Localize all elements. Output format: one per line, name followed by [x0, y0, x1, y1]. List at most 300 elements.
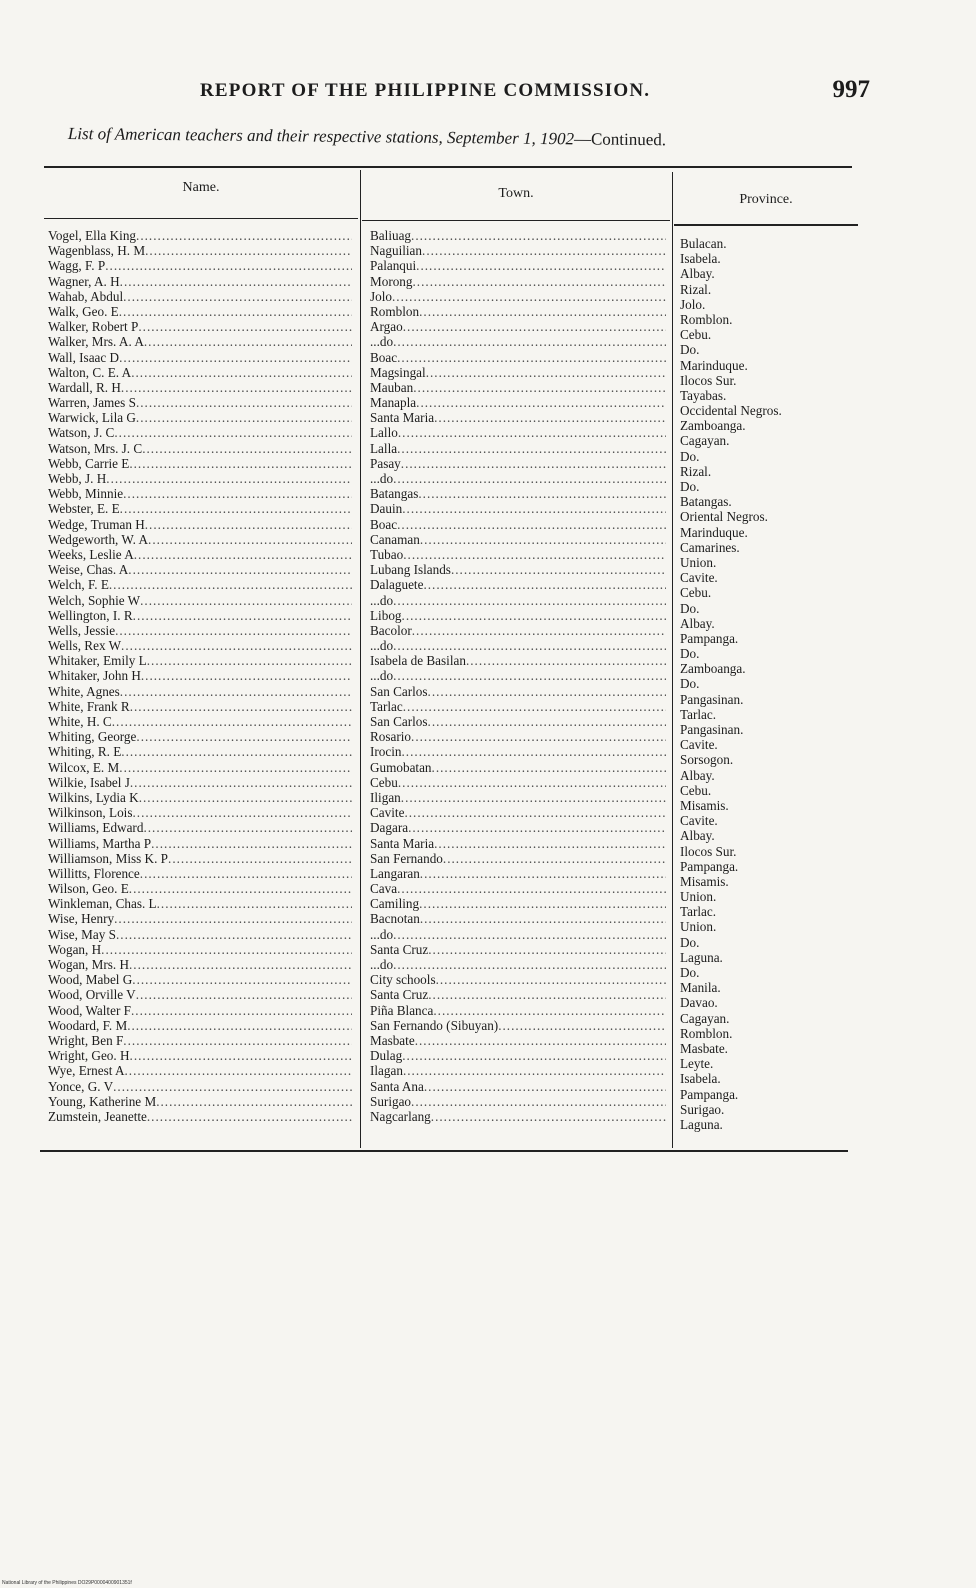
town-text: San Carlos — [370, 683, 428, 699]
town-text: Piña Blanca — [370, 1002, 434, 1018]
province-cell — [680, 358, 856, 373]
dot-leader — [124, 1063, 352, 1078]
dot-leader — [129, 957, 352, 972]
name-text: Williamson, Miss K. P — [48, 850, 169, 866]
name-text: Whiting, R. E — [48, 744, 122, 760]
dot-leader — [143, 820, 352, 835]
town-cell — [370, 410, 666, 425]
dot-leader — [428, 684, 666, 699]
province-cell — [680, 692, 856, 707]
town-text: Mauban — [370, 379, 414, 395]
town-text: Cebu — [370, 774, 398, 790]
name-cell — [48, 350, 352, 365]
town-text: Argao — [370, 319, 403, 335]
dot-leader — [145, 243, 352, 258]
province-cell — [680, 449, 856, 464]
town-text: Langaran — [370, 865, 420, 881]
province-text: Ilocos Sur. — [680, 372, 737, 388]
name-text: Weise, Chas. A — [48, 562, 129, 578]
dot-leader — [113, 1079, 352, 1094]
name-text: Welch, F. E — [48, 577, 109, 593]
town-cell — [370, 638, 666, 653]
province-cell — [680, 540, 856, 555]
town-cell — [370, 760, 666, 775]
dot-leader — [129, 456, 352, 471]
name-text: Wells, Rex W — [48, 638, 122, 654]
dot-leader — [144, 334, 352, 349]
dot-leader — [120, 501, 352, 516]
town-cell — [370, 471, 666, 486]
province-text: Cagayan. — [680, 433, 730, 449]
dot-leader — [411, 729, 666, 744]
town-text: Dauin — [370, 501, 403, 517]
name-cell — [48, 927, 352, 942]
name-cell — [48, 668, 352, 683]
name-text: Watson, J. C — [48, 425, 115, 441]
dot-leader — [120, 274, 352, 289]
province-text: Pampanga. — [680, 630, 739, 646]
town-cell — [370, 532, 666, 547]
dot-leader — [398, 425, 666, 440]
column-separator-2 — [672, 172, 673, 1148]
province-cell — [680, 980, 856, 995]
library-footer: National Library of the Philippines DO29P0000400901351f — [2, 1580, 132, 1586]
name-text: Wogan, H — [48, 941, 102, 957]
town-text: Jolo — [370, 288, 392, 304]
name-text: Webster, E. E — [48, 501, 120, 517]
town-text: Ilagan — [370, 1063, 403, 1079]
province-cell — [680, 509, 856, 524]
name-cell — [48, 441, 352, 456]
province-cell — [680, 616, 856, 631]
town-cell — [370, 228, 666, 243]
province-cell — [680, 373, 856, 388]
page-header — [200, 72, 870, 112]
dot-leader — [156, 1094, 352, 1109]
town-cell — [370, 972, 666, 987]
province-cell — [680, 661, 856, 676]
province-cell — [680, 236, 856, 251]
name-text: White, Agnes — [48, 683, 120, 699]
name-cell — [48, 1094, 352, 1109]
town-text: Isabela de Basilan — [370, 653, 466, 669]
town-text: Manapla — [370, 395, 417, 411]
dot-leader — [109, 577, 352, 592]
province-text: Manila. — [680, 980, 721, 996]
province-text: Jolo. — [680, 296, 706, 312]
dot-leader — [106, 471, 352, 486]
name-text: Wardall, R. H — [48, 379, 121, 395]
province-text: Zamboanga. — [680, 661, 746, 677]
province-cell — [680, 646, 856, 661]
town-cell — [370, 699, 666, 714]
town-cell — [370, 425, 666, 440]
town-text: Santa Cruz — [370, 941, 429, 957]
province-cell — [680, 1056, 856, 1071]
province-text: Cebu. — [680, 585, 712, 601]
town-text: Dalaguete — [370, 577, 424, 593]
province-text: Laguna. — [680, 1116, 723, 1132]
province-text: Laguna. — [680, 949, 723, 965]
town-cell — [370, 1048, 666, 1063]
town-text: San Fernando — [370, 850, 443, 866]
name-text: Wells, Jessie — [48, 622, 116, 638]
province-text: Do. — [680, 479, 700, 494]
town-cell — [370, 380, 666, 395]
name-cell — [48, 562, 352, 577]
province-text: Masbate. — [680, 1040, 728, 1056]
town-text: Cavite — [370, 805, 405, 821]
province-text: Do. — [680, 934, 700, 950]
dot-leader — [393, 471, 666, 486]
province-text: Rizal. — [680, 281, 712, 297]
dot-leader — [408, 820, 666, 835]
province-cell — [680, 1011, 856, 1026]
province-text: Albay. — [680, 767, 715, 783]
name-cell — [48, 866, 352, 881]
province-cell — [680, 1041, 856, 1056]
town-text: San Carlos — [370, 714, 428, 729]
dot-leader — [136, 228, 352, 243]
name-cell — [48, 836, 352, 851]
town-column — [370, 228, 666, 1124]
province-cell — [680, 707, 856, 722]
town-text: ...do — [370, 638, 394, 654]
town-cell — [370, 668, 666, 683]
province-cell — [680, 525, 856, 540]
town-cell — [370, 942, 666, 957]
dot-leader — [416, 258, 666, 273]
name-column — [48, 228, 352, 1124]
dot-leader — [115, 623, 352, 638]
dot-leader — [393, 334, 666, 349]
name-text: Wilcox, E. M — [48, 759, 120, 775]
town-cell — [370, 456, 666, 471]
town-text: Romblon — [370, 303, 420, 319]
town-text: ...do — [370, 471, 394, 486]
dot-leader — [145, 517, 352, 532]
dot-leader — [393, 668, 666, 683]
province-text: Romblon. — [680, 311, 733, 327]
name-text: Wilkinson, Lois — [48, 805, 133, 821]
province-text: Ilocos Sur. — [680, 843, 737, 859]
name-text: Yonce, G. V — [48, 1078, 114, 1094]
dot-leader — [451, 562, 666, 577]
dot-leader — [168, 851, 352, 866]
province-cell — [680, 494, 856, 509]
province-text: Do. — [680, 448, 700, 464]
town-cell — [370, 441, 666, 456]
province-text: Do. — [680, 342, 700, 358]
town-text: Lallo — [370, 425, 398, 441]
name-cell — [48, 653, 352, 668]
dot-leader — [428, 987, 666, 1002]
province-text: Sorsogon. — [680, 752, 734, 768]
name-cell — [48, 532, 352, 547]
dot-leader — [393, 638, 666, 653]
town-cell — [370, 866, 666, 881]
dot-leader — [147, 653, 352, 668]
name-text: Wilkins, Lydia K — [48, 789, 139, 805]
name-cell — [48, 1048, 352, 1063]
town-cell — [370, 790, 666, 805]
dot-leader — [114, 425, 352, 440]
town-cell — [370, 684, 666, 699]
header-divider-town — [362, 220, 670, 221]
town-text: Santa Maria — [370, 410, 435, 426]
province-cell — [680, 874, 856, 889]
dot-leader — [132, 972, 352, 987]
name-text: Wall, Isaac D — [48, 349, 120, 365]
name-cell — [48, 304, 352, 319]
dot-leader — [127, 1018, 352, 1033]
dot-leader — [420, 532, 666, 547]
town-text: Gumobatan — [370, 759, 432, 775]
dot-leader — [418, 486, 666, 501]
name-text: Webb, Minnie — [48, 486, 124, 502]
header-divider-name — [44, 218, 358, 219]
province-text: Tayabas. — [680, 387, 727, 403]
name-text: Walk, Geo. E — [48, 303, 119, 319]
province-cell — [680, 282, 856, 297]
town-text: Pasay — [370, 455, 401, 471]
province-cell — [680, 737, 856, 752]
dot-leader — [136, 987, 352, 1002]
name-cell — [48, 987, 352, 1002]
town-text: Bacnotan — [370, 911, 420, 927]
name-text: Wilson, Geo. E — [48, 881, 129, 897]
name-cell — [48, 972, 352, 987]
dot-leader — [434, 410, 666, 425]
dot-leader — [128, 562, 352, 577]
name-cell — [48, 805, 352, 820]
name-text: Warwick, Lila G — [48, 410, 136, 426]
province-cell — [680, 768, 856, 783]
province-column — [680, 236, 856, 1132]
province-text: Pangasinan. — [680, 722, 744, 737]
province-text: Oriental Negros. — [680, 509, 768, 525]
province-text: Batangas. — [680, 494, 732, 510]
dot-leader — [112, 714, 352, 729]
town-cell — [370, 395, 666, 410]
name-cell — [48, 760, 352, 775]
dot-leader — [397, 517, 666, 532]
dot-leader — [398, 775, 666, 790]
province-text: Tarlac. — [680, 706, 717, 722]
name-cell — [48, 851, 352, 866]
name-text: White, H. C — [48, 714, 112, 729]
province-text: Surigao. — [680, 1101, 725, 1117]
town-cell — [370, 911, 666, 926]
name-cell — [48, 501, 352, 516]
province-cell — [680, 418, 856, 433]
name-cell — [48, 1003, 352, 1018]
province-text: Union. — [680, 889, 717, 905]
town-text: Dagara — [370, 820, 409, 836]
name-text: White, Frank R — [48, 698, 130, 714]
town-text: City schools — [370, 972, 436, 988]
province-text: Misamis. — [680, 873, 729, 889]
name-text: Zumstein, Jeanette — [48, 1108, 147, 1124]
dot-leader — [130, 775, 352, 790]
province-text: Cavite. — [680, 570, 718, 586]
province-text: Davao. — [680, 995, 718, 1011]
dot-leader — [123, 289, 352, 304]
province-cell — [680, 312, 856, 327]
dot-leader — [434, 836, 666, 851]
dot-leader — [412, 623, 666, 638]
town-text: Camiling — [370, 896, 420, 912]
province-text: Isabela. — [680, 251, 721, 267]
name-text: Williams, Edward — [48, 820, 144, 836]
name-text: Watson, Mrs. J. C — [48, 440, 143, 456]
town-text: Bacolor — [370, 622, 412, 638]
name-text: Wagg, F. P — [48, 258, 106, 274]
town-text: Lubang Islands — [370, 562, 451, 578]
dot-leader — [423, 577, 666, 592]
town-cell — [370, 593, 666, 608]
town-cell — [370, 896, 666, 911]
dot-leader — [403, 699, 666, 714]
dot-leader — [140, 593, 352, 608]
name-text: Willitts, Florence — [48, 865, 140, 881]
town-text: Boac — [370, 349, 398, 365]
town-cell — [370, 623, 666, 638]
province-cell — [680, 813, 856, 828]
dot-leader — [401, 456, 666, 471]
name-text: Williams, Martha P — [48, 835, 152, 851]
town-text: Tubao — [370, 546, 404, 562]
town-cell — [370, 274, 666, 289]
name-cell — [48, 410, 352, 425]
town-text: Cava — [370, 881, 398, 897]
name-text: Whitaker, Emily L — [48, 653, 147, 669]
province-cell — [680, 904, 856, 919]
town-cell — [370, 881, 666, 896]
name-text: Wood, Walter F — [48, 1002, 131, 1018]
name-cell — [48, 425, 352, 440]
province-text: Occidental Negros. — [680, 403, 782, 419]
name-cell — [48, 1079, 352, 1094]
dot-leader — [148, 532, 352, 547]
province-cell — [680, 601, 856, 616]
dot-leader — [403, 1063, 666, 1078]
dot-leader — [105, 258, 352, 273]
dot-leader — [140, 866, 352, 881]
town-cell — [370, 365, 666, 380]
table-top-rule — [44, 166, 852, 168]
dot-leader — [397, 881, 666, 896]
name-cell — [48, 820, 352, 835]
town-cell — [370, 805, 666, 820]
name-text: Wedgeworth, W. A — [48, 531, 149, 547]
name-text: Whiting, George — [48, 729, 137, 745]
province-text: Pampanga. — [680, 1086, 739, 1102]
dot-leader — [403, 547, 666, 562]
name-cell — [48, 365, 352, 380]
town-cell — [370, 987, 666, 1002]
dot-leader — [130, 699, 352, 714]
dot-leader — [121, 744, 352, 759]
dot-leader — [413, 380, 666, 395]
province-text: Albay. — [680, 828, 715, 844]
name-text: Welch, Sophie W — [48, 592, 141, 608]
dot-leader — [397, 350, 666, 365]
column-separator-1 — [360, 170, 361, 1148]
province-text: Rizal. — [680, 463, 712, 479]
town-cell — [370, 744, 666, 759]
province-cell — [680, 570, 856, 585]
dot-leader — [415, 1033, 666, 1048]
province-text: Union. — [680, 919, 717, 935]
province-text: Marinduque. — [680, 524, 748, 540]
name-cell — [48, 942, 352, 957]
province-cell — [680, 935, 856, 950]
column-header-name: Name. — [182, 180, 220, 195]
dot-leader — [121, 380, 352, 395]
province-cell — [680, 752, 856, 767]
town-cell — [370, 653, 666, 668]
town-text: ...do — [370, 926, 394, 942]
dot-leader — [397, 441, 666, 456]
name-cell — [48, 744, 352, 759]
town-cell — [370, 547, 666, 562]
town-text: Magsingal — [370, 364, 426, 380]
town-cell — [370, 729, 666, 744]
name-text: Weeks, Leslie A — [48, 546, 134, 562]
province-text: Isabela. — [680, 1071, 721, 1087]
dot-leader — [431, 1109, 666, 1124]
name-cell — [48, 1109, 352, 1124]
town-text: Baliuag — [370, 228, 412, 243]
town-cell — [370, 1018, 666, 1033]
dot-leader — [151, 836, 352, 851]
dot-leader — [443, 851, 666, 866]
name-cell — [48, 1033, 352, 1048]
dot-leader — [120, 684, 352, 699]
town-text: Iligan — [370, 789, 401, 805]
name-text: Wise, Henry — [48, 911, 115, 927]
dot-leader — [132, 805, 352, 820]
town-text: Tarlac — [370, 698, 403, 714]
province-cell — [680, 676, 856, 691]
dot-leader — [402, 1048, 666, 1063]
province-cell — [680, 1087, 856, 1102]
name-text: Whitaker, John H — [48, 668, 141, 684]
dot-leader — [147, 1109, 352, 1124]
name-cell — [48, 593, 352, 608]
dot-leader — [101, 942, 352, 957]
town-cell — [370, 1063, 666, 1078]
name-cell — [48, 334, 352, 349]
dot-leader — [119, 304, 352, 319]
dot-leader — [121, 638, 352, 653]
province-text: Cebu. — [680, 327, 712, 343]
province-cell — [680, 965, 856, 980]
name-cell — [48, 699, 352, 714]
dot-leader — [411, 228, 666, 243]
town-text: ...do — [370, 957, 394, 972]
province-cell — [680, 783, 856, 798]
name-text: Wahab, Abdul — [48, 288, 124, 304]
town-cell — [370, 243, 666, 258]
name-text: Wood, Mabel G — [48, 972, 133, 988]
town-text: Palanqui — [370, 258, 417, 274]
province-cell — [680, 1071, 856, 1086]
dot-leader — [426, 365, 666, 380]
dot-leader — [420, 911, 666, 926]
name-text: Warren, James S — [48, 395, 136, 411]
